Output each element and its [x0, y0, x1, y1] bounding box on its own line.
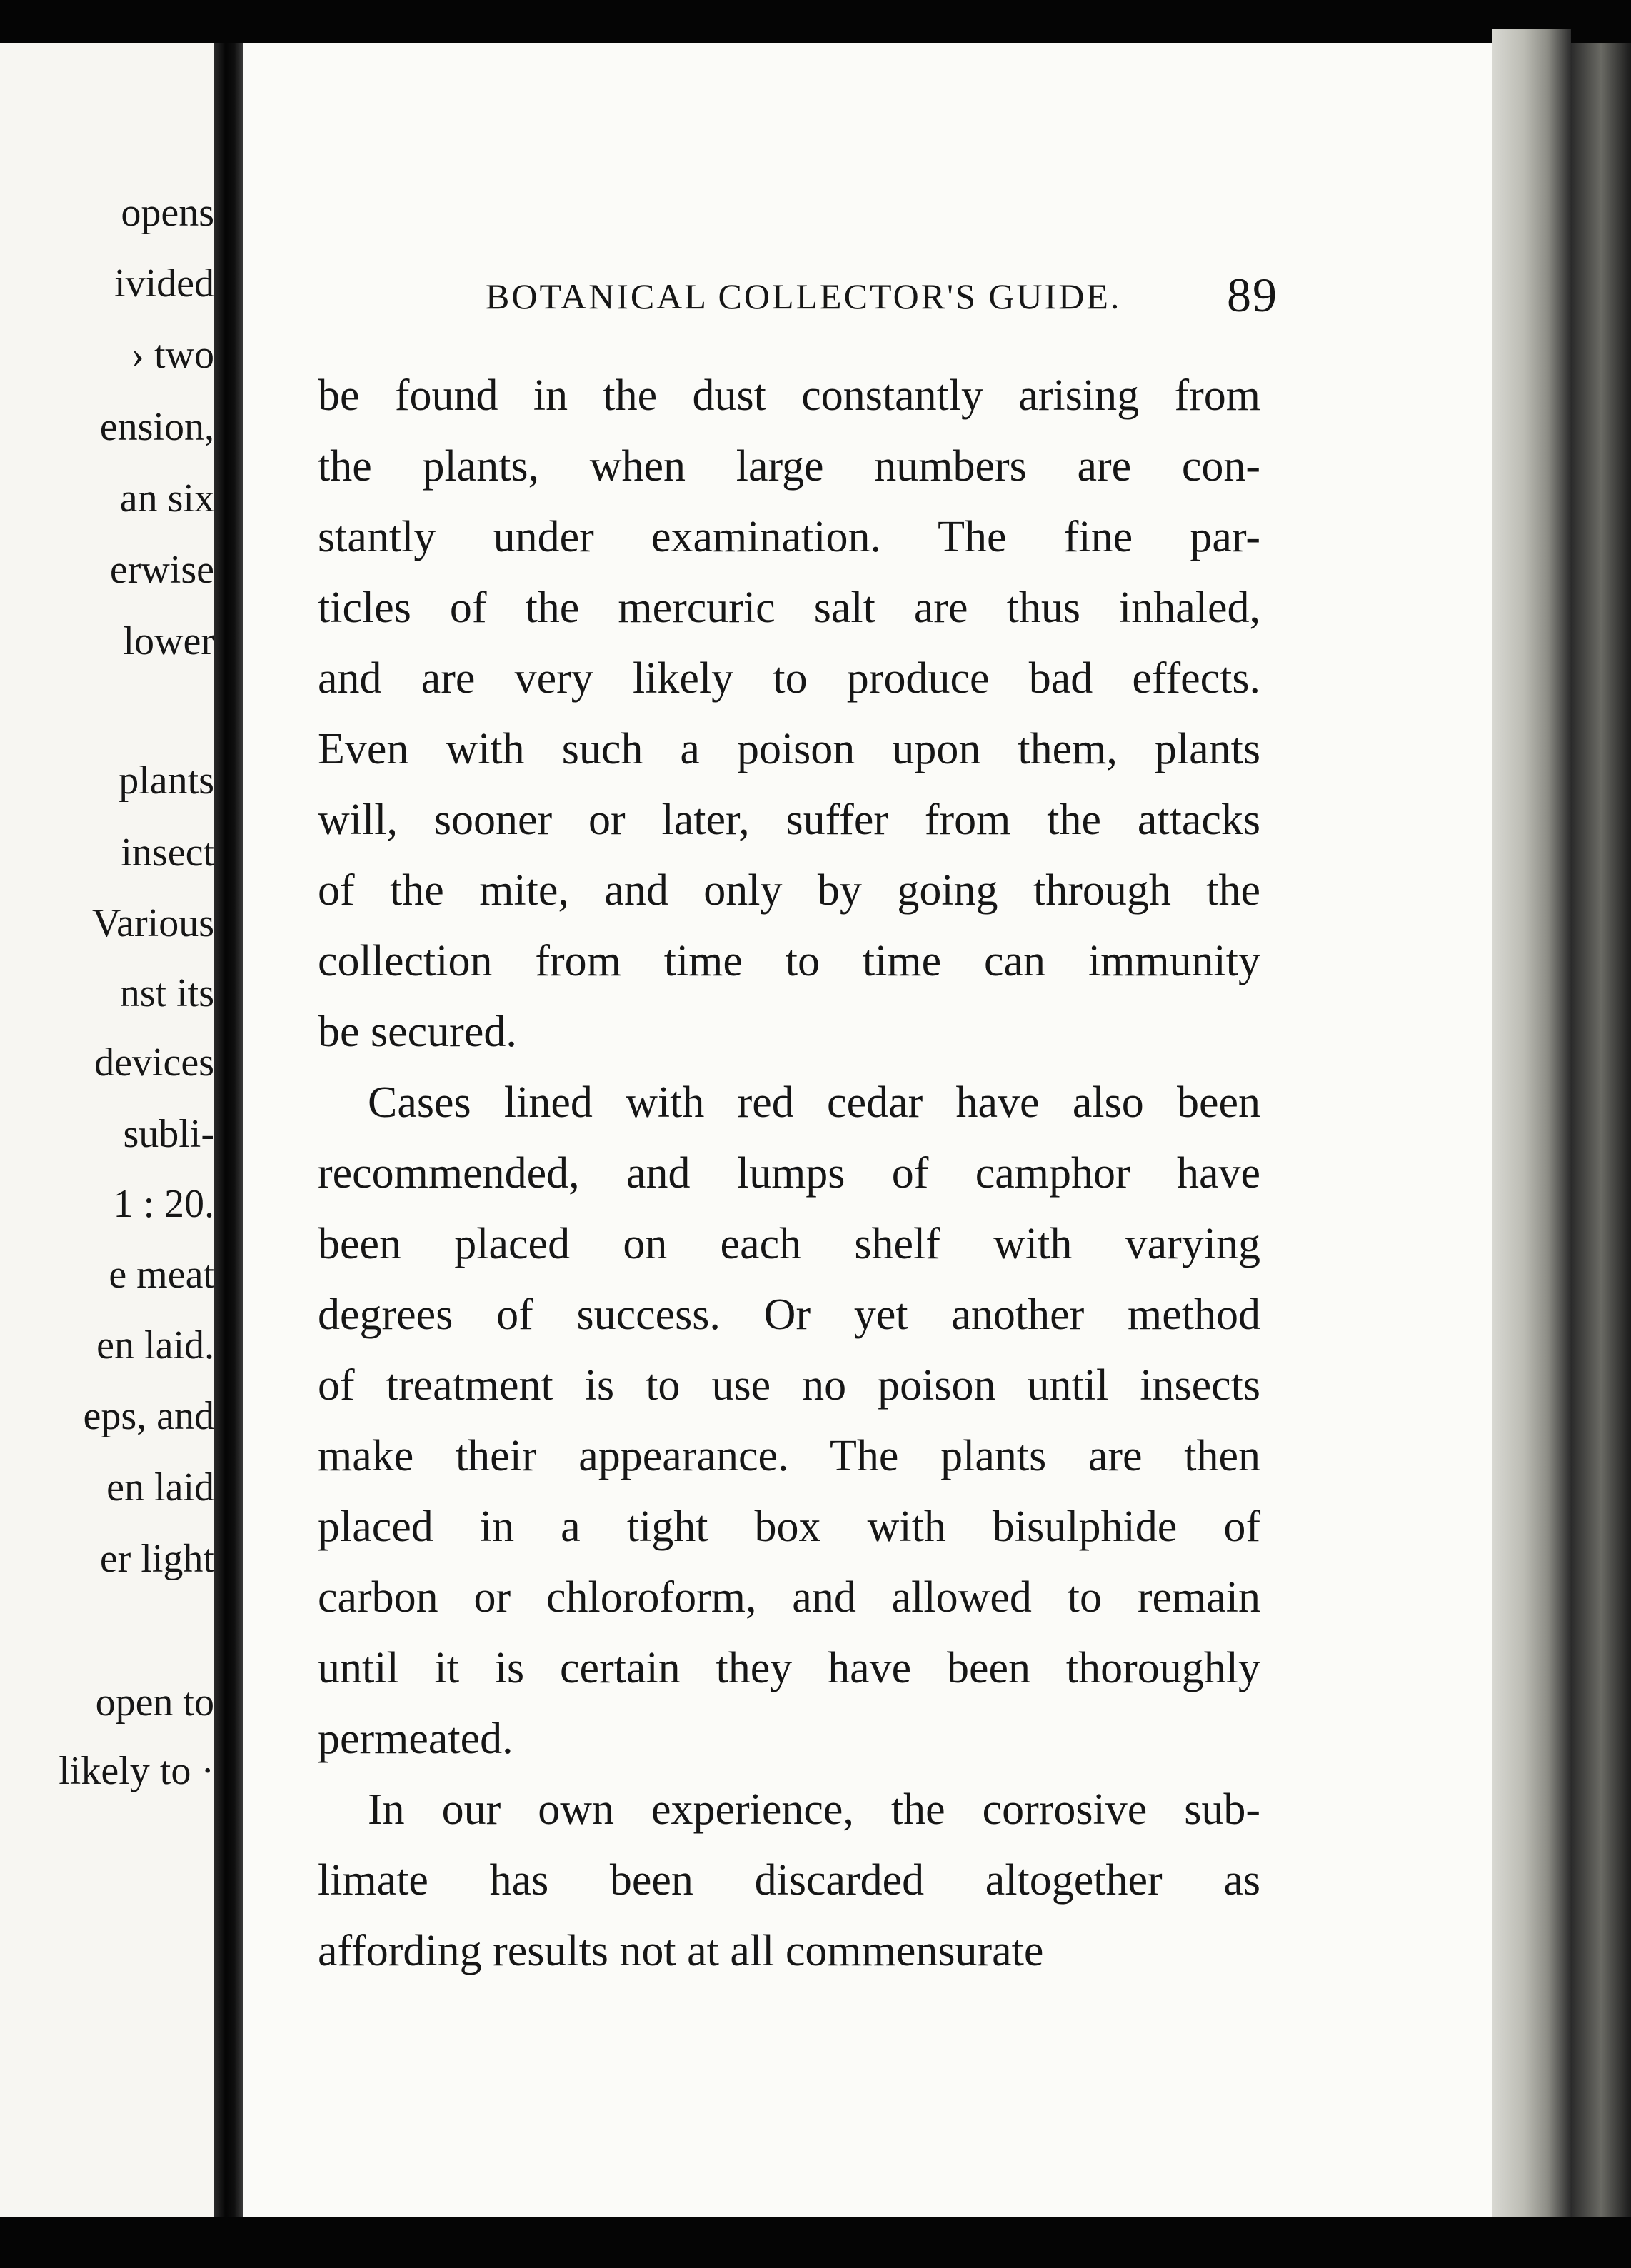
- text-line: and are very likely to produce bad effects.: [318, 654, 1260, 703]
- previous-page: [0, 43, 214, 2217]
- text-line: of the mite, and only by going through the: [318, 866, 1260, 915]
- book-cover-edge: [1571, 43, 1631, 2217]
- text-line: will, sooner or later, suffer from the attacks: [318, 796, 1260, 844]
- text-line: Even with such a poison upon them, plants: [318, 725, 1260, 773]
- text-line: placed in a tight box with bisulphide of: [318, 1502, 1260, 1551]
- text-line: carbon or chloroform, and allowed to remain: [318, 1573, 1260, 1622]
- text-line: collection from time to time can immunity: [318, 937, 1260, 985]
- text-line: In our own experience, the corrosive sub-: [368, 1785, 1260, 1834]
- book-gutter: [214, 43, 243, 2217]
- text-line: be secured.: [318, 1008, 517, 1056]
- text-line: affording results not at all commensurate: [318, 1927, 1044, 1975]
- previous-page-fragment: likely to ·: [59, 1749, 214, 1793]
- scan-bottom-border: [0, 2217, 1631, 2268]
- page-stack-edge: [1492, 29, 1571, 2221]
- text-line: limate has been discarded altogether as: [318, 1856, 1260, 1905]
- paragraph: [318, 1775, 1260, 1987]
- previous-page-fragment: Various: [91, 901, 214, 945]
- text-line: permeated.: [318, 1715, 513, 1763]
- previous-page-fragment: an six: [119, 476, 214, 521]
- page-number: 89: [1227, 268, 1278, 322]
- previous-page-fragment: eps, and: [83, 1394, 214, 1438]
- text-line: be found in the dust constantly arising from: [318, 371, 1260, 420]
- running-title: BOTANICAL COLLECTOR'S GUIDE.: [486, 276, 1122, 316]
- previous-page-fragment: devices: [94, 1040, 214, 1085]
- previous-page-fragment: 1 : 20.: [113, 1182, 214, 1226]
- previous-page-fragment: nst its: [119, 971, 214, 1015]
- previous-page-fragment: subli-: [123, 1112, 214, 1156]
- previous-page-text-fragments: [0, 43, 214, 2217]
- paragraph: [318, 1068, 1260, 1775]
- text-line: ticles of the mercuric salt are thus inhaled,: [318, 583, 1260, 632]
- previous-page-fragment: e meat: [109, 1253, 214, 1297]
- previous-page-fragment: erwise: [109, 548, 214, 592]
- previous-page-fragment: insect: [121, 831, 214, 875]
- previous-page-fragment: open to: [95, 1680, 214, 1725]
- previous-page-fragment: › two: [131, 333, 214, 377]
- previous-page-fragment: plants: [119, 758, 214, 803]
- text-line: until it is certain they have been thoroughly: [318, 1644, 1260, 1692]
- text-line: the plants, when large numbers are con-: [318, 442, 1260, 491]
- previous-page-fragment: lower: [123, 619, 214, 663]
- text-line: recommended, and lumps of camphor have: [318, 1149, 1260, 1198]
- previous-page-fragment: opens: [121, 191, 214, 235]
- scan-top-border: [0, 0, 1631, 43]
- paragraph: [318, 361, 1260, 1068]
- previous-page-fragment: ivided: [114, 261, 214, 306]
- previous-page-fragment: er light: [99, 1537, 214, 1581]
- body-text: [318, 361, 1260, 1987]
- text-line: stantly under examination. The fine par-: [318, 513, 1260, 561]
- previous-page-fragment: en laid.: [96, 1323, 214, 1368]
- previous-page-fragment: ension,: [99, 405, 214, 449]
- text-line: of treatment is to use no poison until insects: [318, 1361, 1260, 1410]
- text-line: Cases lined with red cedar have also been: [368, 1078, 1260, 1127]
- text-line: make their appearance. The plants are then: [318, 1432, 1260, 1480]
- text-line: degrees of success. Or yet another method: [318, 1290, 1260, 1339]
- previous-page-fragment: en laid: [106, 1465, 214, 1510]
- text-line: been placed on each shelf with varying: [318, 1220, 1260, 1268]
- running-head: [243, 236, 1278, 322]
